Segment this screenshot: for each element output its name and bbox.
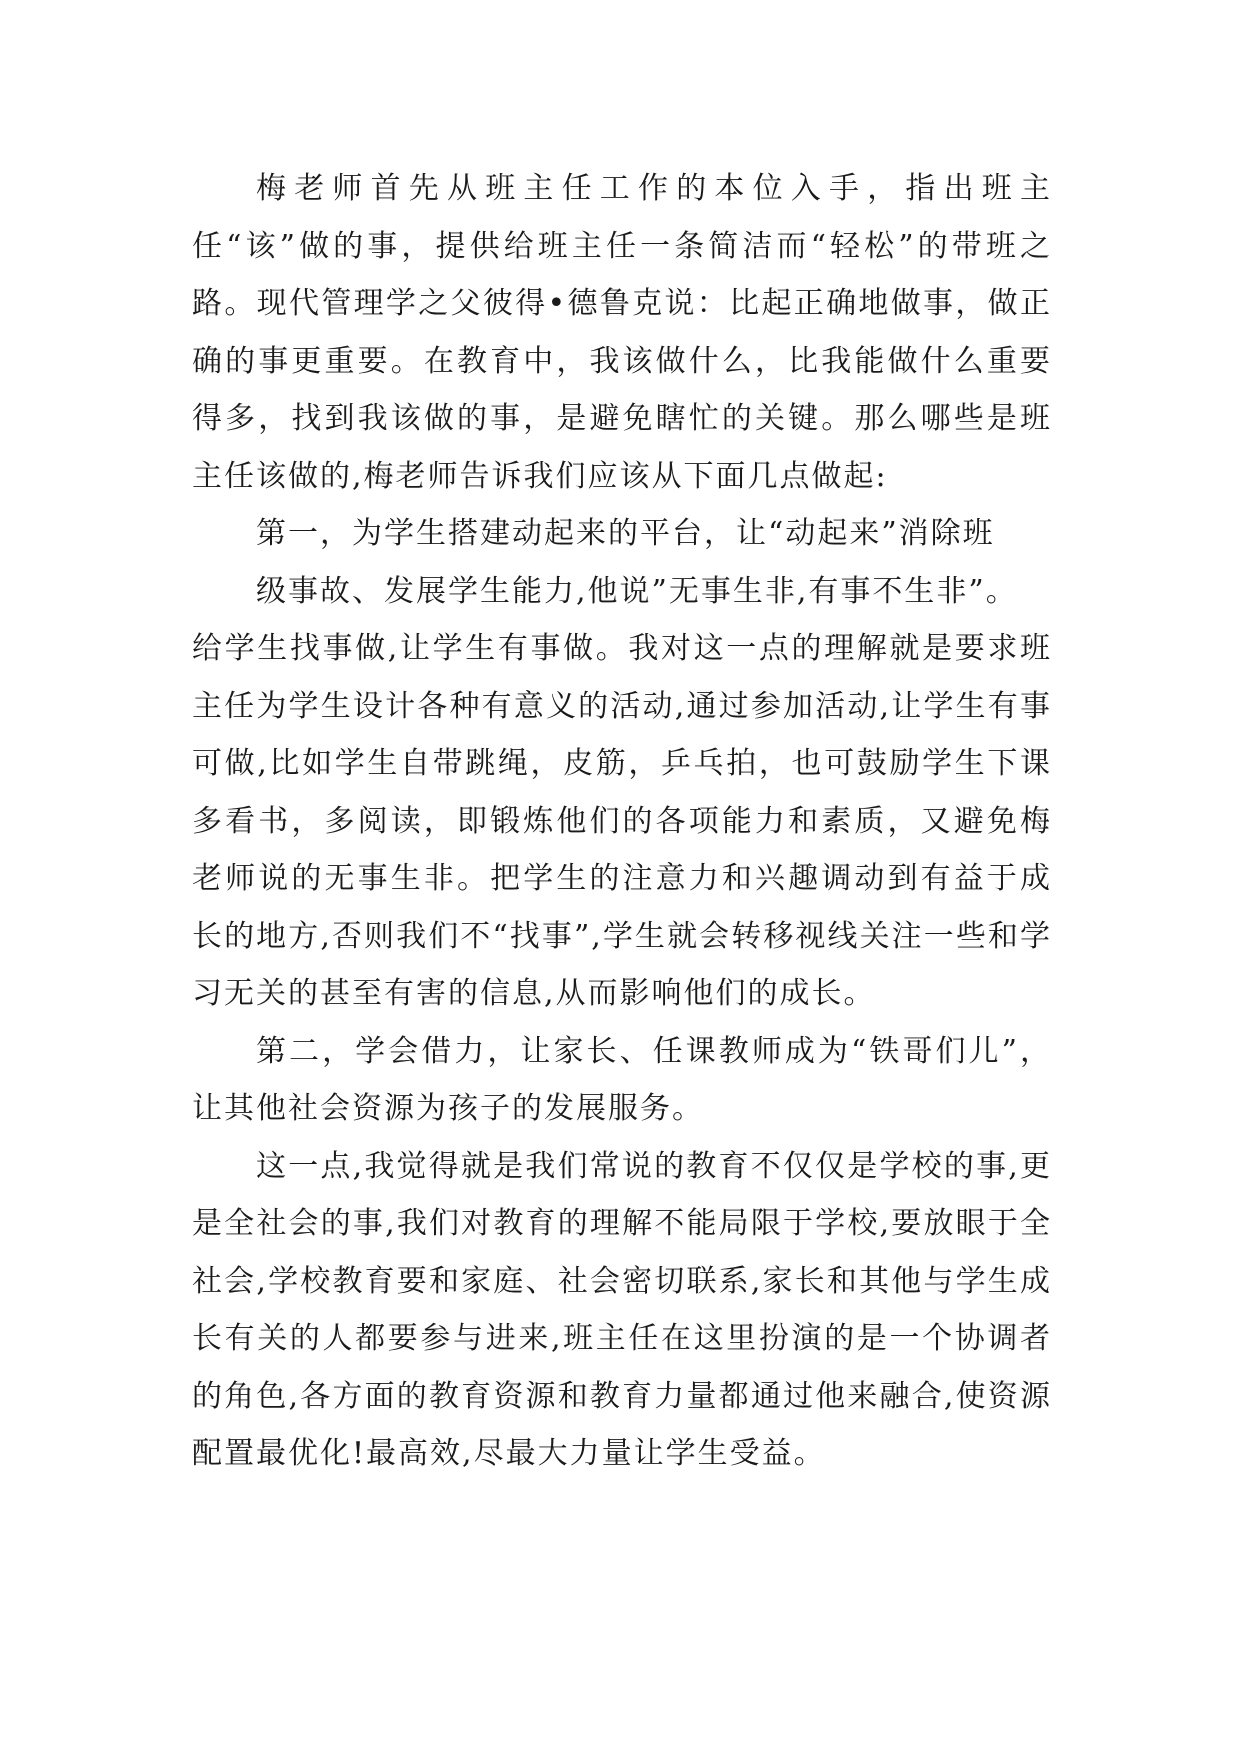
paragraph-point-one-continuation: 级事故、发展学生能力,他说”无事生非,有事不生非”。 xyxy=(256,573,1018,609)
paragraph-intro: 梅老师首先从班主任工作的本位入手，指出班主任“该”做的事，提供给班主任一条简洁而“轻松”的带班之路。现代管理学之父彼得•德鲁克说：比起正确地做事，做正确的事更重要。在教育中，我该做什么，比我能做什么重要得多，找到我该做的事，是避免瞎忙的关键。那么哪些是班主任该做的,梅老师告诉我们应该从下面几点做起: xyxy=(192,171,1052,494)
paragraph-point-one-heading: 第一，为学生搭建动起来的平台，让“动起来”消除班 xyxy=(256,516,995,551)
paragraph-point-two-heading: 第二，学会借力，让家长、任课教师成为“铁哥们儿”，让其他社会资源为孩子的发展服务。 xyxy=(192,1033,1052,1126)
paragraph-point-one-body: 给学生找事做,让学生有事做。我对这一点的理解就是要求班主任为学生设计各种有意义的活动,通过参加活动,让学生有事可做,比如学生自带跳绳，皮筋，乒乓拍，也可鼓励学生下课多看书，多阅读，即锻炼他们的各项能力和素质，又避免梅老师说的无事生非。把学生的注意力和兴趣调动到有益于成长的地方,否则我们不“找事”,学生就会转移视线关注一些和学习无关的甚至有害的信息,从而影响他们的成长。 xyxy=(192,631,1052,1011)
document-body xyxy=(192,160,1052,1483)
paragraph-point-two-body: 这一点,我觉得就是我们常说的教育不仅仅是学校的事,更是全社会的事,我们对教育的理解不能局限于学校,要放眼于全社会,学校教育要和家庭、社会密切联系,家长和其他与学生成长有关的人都要参与进来,班主任在这里扮演的是一个协调者的角色,各方面的教育资源和教育力量都通过他来融合,使资源配置最优化!最高效,尽最大力量让学生受益。 xyxy=(192,1148,1052,1471)
